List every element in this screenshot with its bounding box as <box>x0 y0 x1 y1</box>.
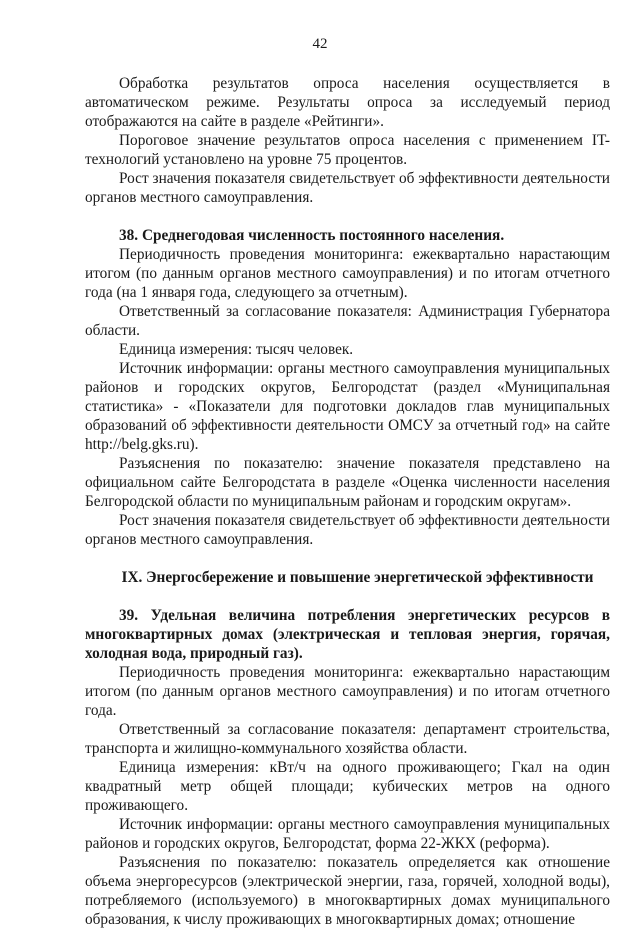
document-body <box>85 74 610 929</box>
paragraph: Рост значения показателя свидетельствует об эффективности деятельности органов местного самоуправления. <box>85 512 610 548</box>
section-ix-heading: IX. Энергосбережение и повышение энергетической эффективности <box>121 569 594 586</box>
indicator-39-heading: 39. Удельная величина потребления энергетических ресурсов в многоквартирных домах (электрическая и тепловая энергия, горячая, холодная вода, природный газ). <box>85 607 610 662</box>
paragraph: Периодичность проведения мониторинга: ежеквартально нарастающим итогом (по данным органов местного самоуправления) и по итогам отчетного года (на 1 января года, следующего за отчетным). <box>85 246 610 301</box>
paragraph: Разъяснения по показателю: показатель определяется как отношение объема энергоресурсов (электрической энергии, газа, горячей, холодной воды), потребляемого (используемого) в многоквартирных домах муниципального образования, к числу проживающих в многоквартирных домах; отношение <box>85 854 610 928</box>
paragraph: Источник информации: органы местного самоуправления муниципальных районов и городских округов, Белгородстат, форма 22-ЖКХ (реформа). <box>85 816 610 852</box>
paragraph: Обработка результатов опроса населения осуществляется в автоматическом режиме. Результаты опроса за исследуемый период отображаются на сайте в разделе «Рейтинги». <box>85 75 610 130</box>
paragraph: Рост значения показателя свидетельствует об эффективности деятельности органов местного самоуправления. <box>85 170 610 206</box>
paragraph: Источник информации: органы местного самоуправления муниципальных районов и городских округов, Белгородстат (раздел «Муниципальная статистика» - «Показатели для подготовки докладов глав муниципальных образований об эффективности деятельности ОМСУ за отчетный год» на сайте http://belg.gks.ru). <box>85 360 610 453</box>
paragraph: Пороговое значение результатов опроса населения с применением IT-технологий установлено на уровне 75 процентов. <box>85 132 610 168</box>
paragraph: Разъяснения по показателю: значение показателя представлено на официальном сайте Белгородстата в разделе «Оценка численности населения Белгородской области по муниципальным районам и городским округам». <box>85 455 610 510</box>
paragraph: Периодичность проведения мониторинга: ежеквартально нарастающим итогом (по данным органов местного самоуправления) и по итогам отчетного года. <box>85 664 610 719</box>
paragraph: Ответственный за согласование показателя: Администрация Губернатора области. <box>85 303 610 339</box>
paragraph: Единица измерения: кВт/ч на одного проживающего; Гкал на один квадратный метр общей площади; кубических метров на одного проживающего. <box>85 759 610 814</box>
paragraph: Ответственный за согласование показателя: департамент строительства, транспорта и жилищно-коммунального хозяйства области. <box>85 721 610 757</box>
paragraph: Единица измерения: тысяч человек. <box>119 341 354 358</box>
page-number: 42 <box>312 36 328 52</box>
indicator-38-heading: 38. Среднегодовая численность постоянного населения. <box>119 227 505 244</box>
